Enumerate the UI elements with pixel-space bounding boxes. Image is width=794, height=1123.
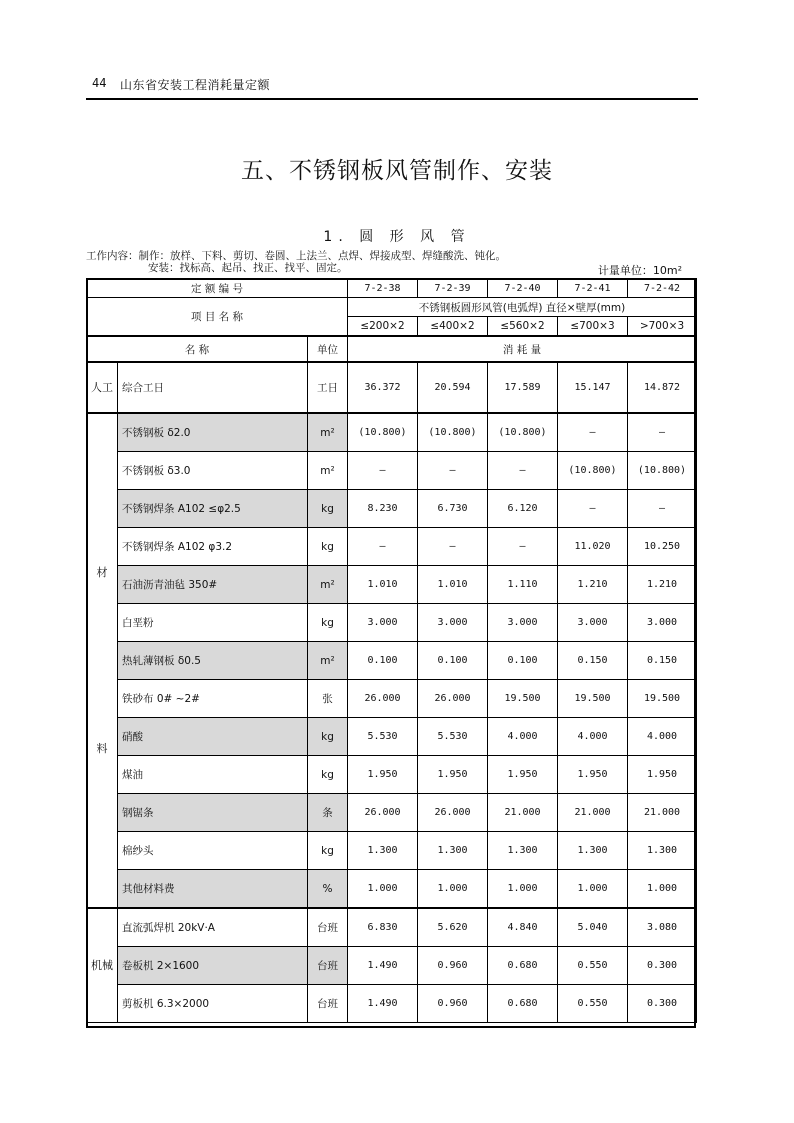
- page-header: [86, 72, 698, 100]
- item-unit: 张: [308, 680, 348, 718]
- header-item-label: 项 目 名 称: [87, 298, 348, 337]
- item-value: 0.150: [628, 642, 697, 680]
- item-value: (10.800): [418, 413, 488, 452]
- category-material: [87, 413, 118, 908]
- spec-cell: ≤200×2: [348, 317, 418, 337]
- item-unit: m²: [308, 413, 348, 452]
- item-value: —: [348, 528, 418, 566]
- item-value: 0.100: [488, 642, 558, 680]
- item-value: —: [418, 528, 488, 566]
- spec-cell: ≤560×2: [488, 317, 558, 337]
- item-value: 11.020: [558, 528, 628, 566]
- item-value: 20.594: [418, 362, 488, 413]
- item-value: 3.000: [418, 604, 488, 642]
- item-value: 1.000: [488, 870, 558, 909]
- item-value: 21.000: [558, 794, 628, 832]
- item-value: 1.000: [628, 870, 697, 909]
- item-value: 1.010: [348, 566, 418, 604]
- table-row: [87, 947, 697, 985]
- item-name: 煤油: [118, 756, 308, 794]
- item-value: —: [558, 413, 628, 452]
- item-unit: kg: [308, 604, 348, 642]
- item-unit: 台班: [308, 908, 348, 947]
- spec-cell: ≤400×2: [418, 317, 488, 337]
- table-row: [87, 528, 697, 566]
- item-value: 14.872: [628, 362, 697, 413]
- item-value: 6.120: [488, 490, 558, 528]
- item-value: 10.250: [628, 528, 697, 566]
- group-label: 不锈钢板圆形风管(电弧焊) 直径×壁厚(mm): [348, 298, 697, 317]
- item-value: 26.000: [418, 680, 488, 718]
- item-value: 4.000: [558, 718, 628, 756]
- unit-note: 计量单位：10m²: [597, 264, 682, 277]
- item-name: 白垩粉: [118, 604, 308, 642]
- item-unit: 台班: [308, 985, 348, 1023]
- item-unit: 工日: [308, 362, 348, 413]
- item-name: 不锈钢焊条 A102 ≤φ2.5: [118, 490, 308, 528]
- table-row: [87, 718, 697, 756]
- table-row: [87, 908, 697, 947]
- item-value: 3.080: [628, 908, 697, 947]
- item-name: 热轧薄钢板 δ0.5: [118, 642, 308, 680]
- item-value: 5.530: [348, 718, 418, 756]
- item-value: 21.000: [488, 794, 558, 832]
- item-value: 0.680: [488, 985, 558, 1023]
- column-name-header: 名 称: [87, 336, 308, 362]
- item-value: 1.950: [488, 756, 558, 794]
- item-value: 8.230: [348, 490, 418, 528]
- item-value: 5.530: [418, 718, 488, 756]
- item-value: 1.300: [348, 832, 418, 870]
- item-unit: kg: [308, 832, 348, 870]
- item-value: —: [488, 528, 558, 566]
- column-unit-header: 单位: [308, 336, 348, 362]
- item-value: 1.950: [628, 756, 697, 794]
- item-value: 26.000: [348, 680, 418, 718]
- item-unit: m²: [308, 642, 348, 680]
- item-unit: kg: [308, 528, 348, 566]
- item-value: 0.550: [558, 985, 628, 1023]
- table-row: [87, 985, 697, 1023]
- category-spacer: [87, 581, 117, 741]
- item-value: 0.960: [418, 947, 488, 985]
- item-value: 1.300: [628, 832, 697, 870]
- item-value: 3.000: [348, 604, 418, 642]
- item-value: 19.500: [628, 680, 697, 718]
- item-value: 1.010: [418, 566, 488, 604]
- item-name: 不锈钢板 δ3.0: [118, 452, 308, 490]
- category-material-text: 料: [96, 741, 108, 755]
- category-machine-text: 机械: [91, 958, 113, 972]
- item-value: 1.300: [558, 832, 628, 870]
- table-row: [87, 756, 697, 794]
- header-row-columns: [87, 336, 697, 362]
- item-value: —: [628, 413, 697, 452]
- item-value: —: [348, 452, 418, 490]
- item-value: 5.620: [418, 908, 488, 947]
- table-row: [87, 566, 697, 604]
- item-name: 石油沥青油毡 350#: [118, 566, 308, 604]
- item-value: 6.830: [348, 908, 418, 947]
- item-value: 0.150: [558, 642, 628, 680]
- item-name: 剪板机 6.3×2000: [118, 985, 308, 1023]
- item-value: 1.210: [558, 566, 628, 604]
- item-value: 19.500: [488, 680, 558, 718]
- table-row: [87, 794, 697, 832]
- book-title: 山东省安装工程消耗量定额: [120, 78, 271, 92]
- item-unit: kg: [308, 490, 348, 528]
- table-row: [87, 604, 697, 642]
- table-row: [87, 362, 697, 413]
- item-name: 其他材料费: [118, 870, 308, 909]
- item-name: 不锈钢板 δ2.0: [118, 413, 308, 452]
- item-value: 4.000: [488, 718, 558, 756]
- item-value: (10.800): [488, 413, 558, 452]
- item-value: 1.300: [488, 832, 558, 870]
- item-name: 钢锯条: [118, 794, 308, 832]
- item-value: 26.000: [348, 794, 418, 832]
- item-value: 1.110: [488, 566, 558, 604]
- item-value: 5.040: [558, 908, 628, 947]
- item-value: 1.950: [558, 756, 628, 794]
- item-value: 0.550: [558, 947, 628, 985]
- item-value: 1.300: [418, 832, 488, 870]
- item-value: 3.000: [488, 604, 558, 642]
- item-unit: 台班: [308, 947, 348, 985]
- item-value: 1.210: [628, 566, 697, 604]
- item-value: 1.950: [348, 756, 418, 794]
- item-name: 棉纱头: [118, 832, 308, 870]
- item-value: 4.000: [628, 718, 697, 756]
- header-code-label: 定 额 编 号: [87, 279, 348, 298]
- item-value: (10.800): [348, 413, 418, 452]
- item-value: 3.000: [628, 604, 697, 642]
- item-name: 不锈钢焊条 A102 φ3.2: [118, 528, 308, 566]
- header-row-codes: [87, 279, 697, 298]
- item-value: (10.800): [558, 452, 628, 490]
- item-value: —: [418, 452, 488, 490]
- item-value: 6.730: [418, 490, 488, 528]
- item-name: 直流弧焊机 20kV·A: [118, 908, 308, 947]
- item-name: 卷板机 2×1600: [118, 947, 308, 985]
- item-unit: kg: [308, 756, 348, 794]
- header-row-group: [87, 298, 697, 317]
- page-number: 44: [92, 76, 107, 90]
- section-title: 五、不锈钢板风管制作、安装: [241, 158, 553, 184]
- table-row: [87, 413, 697, 452]
- item-value: —: [628, 490, 697, 528]
- item-name: 硝酸: [118, 718, 308, 756]
- item-value: 0.100: [348, 642, 418, 680]
- item-name: 铁砂布 0# ~2#: [118, 680, 308, 718]
- item-value: 17.589: [488, 362, 558, 413]
- item-value: 21.000: [628, 794, 697, 832]
- item-value: (10.800): [628, 452, 697, 490]
- work-content-line2: 安装：找标高、起吊、找正、找平、固定。: [148, 262, 348, 274]
- item-value: —: [488, 452, 558, 490]
- code-cell: 7-2-38: [348, 279, 418, 298]
- code-cell: 7-2-41: [558, 279, 628, 298]
- table-row: [87, 832, 697, 870]
- item-unit: 条: [308, 794, 348, 832]
- item-value: 0.300: [628, 947, 697, 985]
- item-value: —: [558, 490, 628, 528]
- table-row: [87, 642, 697, 680]
- item-value: 1.000: [558, 870, 628, 909]
- item-value: 0.300: [628, 985, 697, 1023]
- item-value: 0.680: [488, 947, 558, 985]
- item-unit: m²: [308, 452, 348, 490]
- category-labor: [87, 362, 118, 413]
- work-content-line1: 工作内容：制作：放样、下料、剪切、卷圆、上法兰、点焊、焊接成型、焊缝酸洗、钝化。: [86, 250, 506, 262]
- item-value: 19.500: [558, 680, 628, 718]
- item-value: 1.950: [418, 756, 488, 794]
- code-cell: 7-2-40: [488, 279, 558, 298]
- table-row: [87, 490, 697, 528]
- quota-table: [86, 278, 697, 1023]
- subsection-title: 1. 圆 形 风 管: [323, 229, 471, 245]
- category-material-text: 材: [96, 565, 108, 579]
- item-value: 1.490: [348, 947, 418, 985]
- code-cell: 7-2-42: [628, 279, 697, 298]
- table-row: [87, 452, 697, 490]
- item-value: 1.000: [418, 870, 488, 909]
- item-unit: m²: [308, 566, 348, 604]
- item-value: 3.000: [558, 604, 628, 642]
- item-value: 1.490: [348, 985, 418, 1023]
- item-value: 15.147: [558, 362, 628, 413]
- spec-cell: ≤700×3: [558, 317, 628, 337]
- item-name: 综合工日: [118, 362, 308, 413]
- item-value: 0.100: [418, 642, 488, 680]
- spec-cell: >700×3: [628, 317, 697, 337]
- category-labor-text: 人工: [91, 380, 113, 394]
- item-value: 26.000: [418, 794, 488, 832]
- table-row: [87, 680, 697, 718]
- item-value: 4.840: [488, 908, 558, 947]
- code-cell: 7-2-39: [418, 279, 488, 298]
- item-value: 1.000: [348, 870, 418, 909]
- item-unit: kg: [308, 718, 348, 756]
- category-machine: [87, 908, 118, 1023]
- item-unit: %: [308, 870, 348, 909]
- table-row: [87, 870, 697, 909]
- column-consumption-header: 消 耗 量: [348, 336, 697, 362]
- item-value: 0.960: [418, 985, 488, 1023]
- item-value: 36.372: [348, 362, 418, 413]
